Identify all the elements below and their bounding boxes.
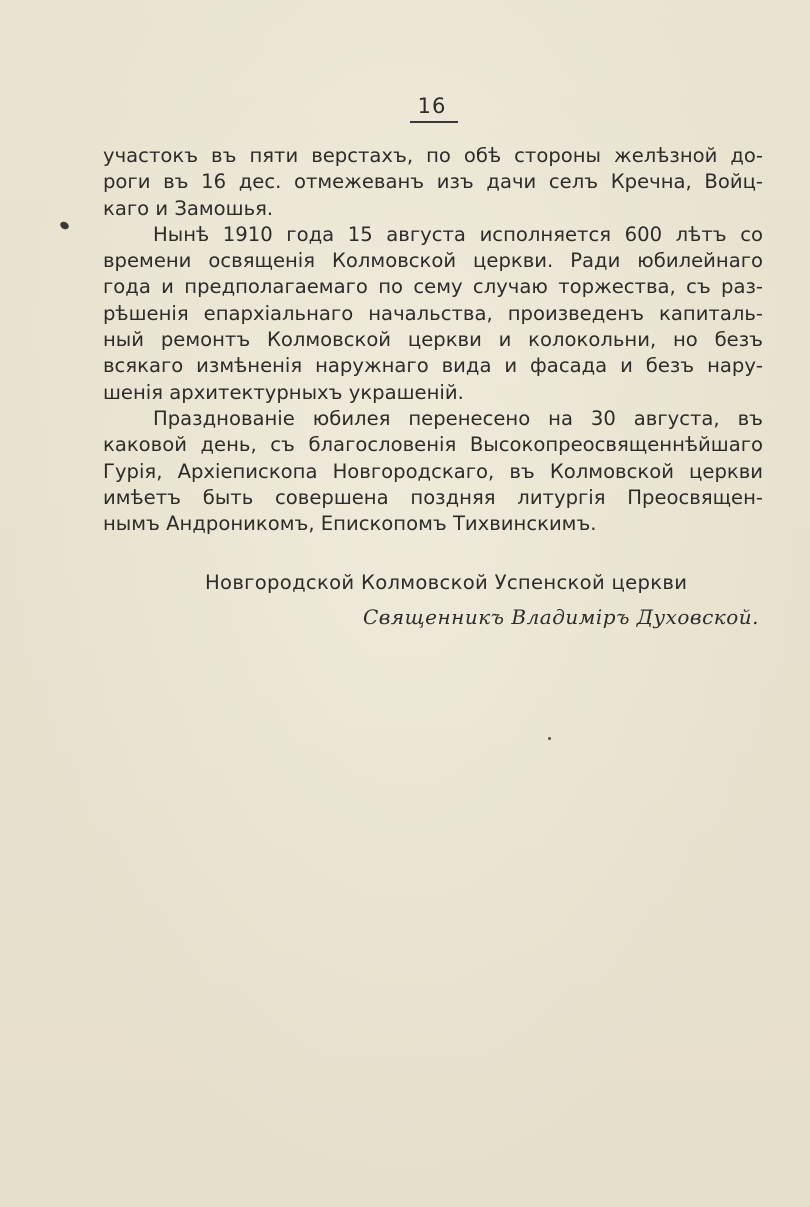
text-line: Нынѣ 1910 года 15 августа исполняется 600 лѣтъ со <box>153 222 763 246</box>
ink-speck <box>548 737 551 740</box>
text-line: Празднованіе юбилея перенесено на 30 августа, въ <box>153 406 763 430</box>
text-line: времени освященія Колмовской церкви. Ради юбилейнаго <box>103 249 763 273</box>
text-line: каковой день, съ благословенія Высокопреосвященнѣйшаго <box>103 433 763 457</box>
page-number: 16 <box>417 94 447 118</box>
text-line: Гурія, Архіепископа Новгородскаго, въ Колмовской церкви <box>103 459 763 483</box>
body-text <box>103 143 763 537</box>
text-line: роги въ 16 дес. отмежеванъ изъ дачи селъ Кречна, Войц- <box>103 170 763 194</box>
text-line: имѣетъ быть совершена поздняя литургія Преосвящен- <box>103 485 763 509</box>
paragraph-1 <box>103 143 763 222</box>
signature-organization: Новгородской Колмовской Успенской церкви <box>205 571 688 594</box>
signature-name: Священникъ Владиміръ Духовской. <box>362 605 759 629</box>
text-line: ный ремонтъ Колмовской церкви и колокольни, но безъ <box>103 328 763 352</box>
text-line: всякаго измѣненія наружнаго вида и фасада и безъ нару- <box>103 354 763 378</box>
text-line: каго и Замошья. <box>103 196 274 220</box>
ink-speck <box>59 220 70 231</box>
text-line: шенія архитектурныхъ украшеній. <box>103 380 464 404</box>
paragraph-3 <box>103 406 763 537</box>
text-line: рѣшенія епархіальнаго начальства, произведенъ капиталь- <box>103 301 763 325</box>
text-line: нымъ Андроникомъ, Епископомъ Тихвинскимъ. <box>103 512 597 536</box>
paragraph-2 <box>103 222 763 406</box>
page-number-underline <box>410 121 458 123</box>
text-line: участокъ въ пяти верстахъ, по обѣ стороны желѣзной до- <box>103 144 763 167</box>
text-line: года и предполагаемаго по сему случаю торжества, съ раз- <box>103 275 763 299</box>
